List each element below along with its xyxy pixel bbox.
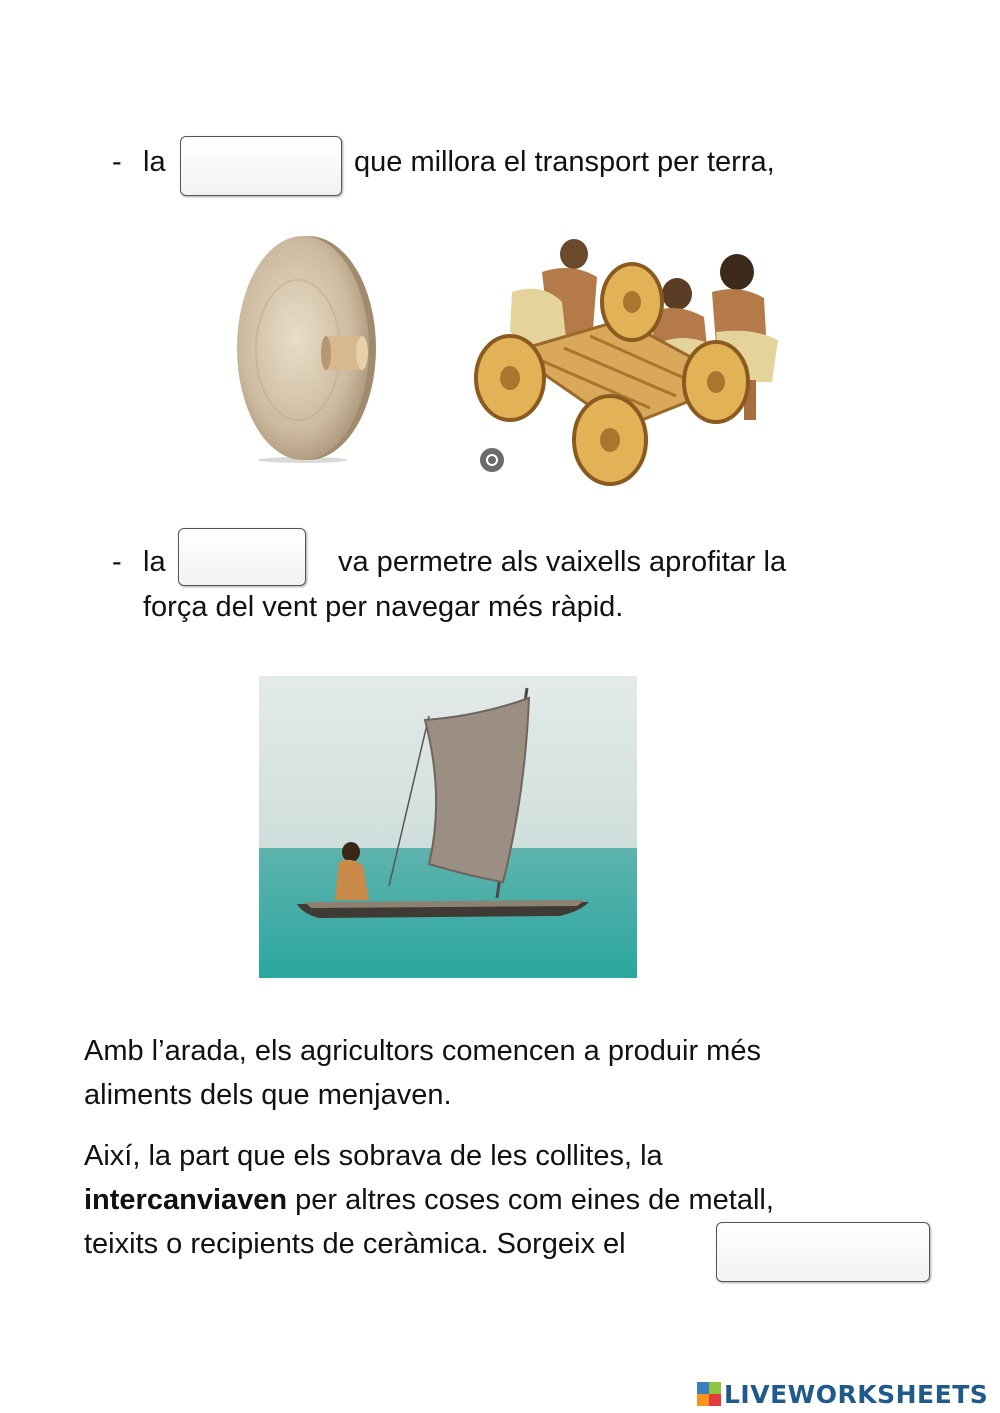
paragraph2-line2-rest: per altres coses com eines de metall, xyxy=(295,1184,774,1216)
cart-builders-image xyxy=(472,232,784,486)
item1-prefix: la xyxy=(143,146,166,178)
item2-dash: - xyxy=(112,546,122,578)
item2-suffix: va permetre als vaixells aprofitar la xyxy=(338,546,787,578)
sailboat-photo xyxy=(259,676,637,978)
item1-dash: - xyxy=(112,146,122,178)
answer-field-sail[interactable] xyxy=(178,528,306,586)
paragraph2-line2 xyxy=(84,1178,774,1222)
brand-name: LIVEWORKSHEETS xyxy=(724,1379,989,1409)
liveworksheets-logo-icon xyxy=(697,1382,721,1406)
stone-wheel-image xyxy=(228,232,378,464)
lens-icon xyxy=(480,448,504,472)
paragraph1-line2: aliments dels que menjaven. xyxy=(84,1079,452,1111)
liveworksheets-logo xyxy=(697,1378,988,1410)
answer-field-commerce[interactable] xyxy=(716,1222,930,1282)
keyword-intercanviaven: intercanviaven xyxy=(84,1184,288,1216)
item1-suffix: que millora el transport per terra, xyxy=(354,146,775,178)
item2-line2: força del vent per navegar més ràpid. xyxy=(143,591,624,623)
paragraph2-line1: Així, la part que els sobrava de les collites, la xyxy=(84,1140,663,1172)
item2-prefix: la xyxy=(143,546,166,578)
paragraph1-line1: Amb l’arada, els agricultors comencen a produir més xyxy=(84,1035,761,1067)
answer-field-wheel[interactable] xyxy=(180,136,342,196)
paragraph2-line3: teixits o recipients de ceràmica. Sorgeix el xyxy=(84,1228,626,1260)
